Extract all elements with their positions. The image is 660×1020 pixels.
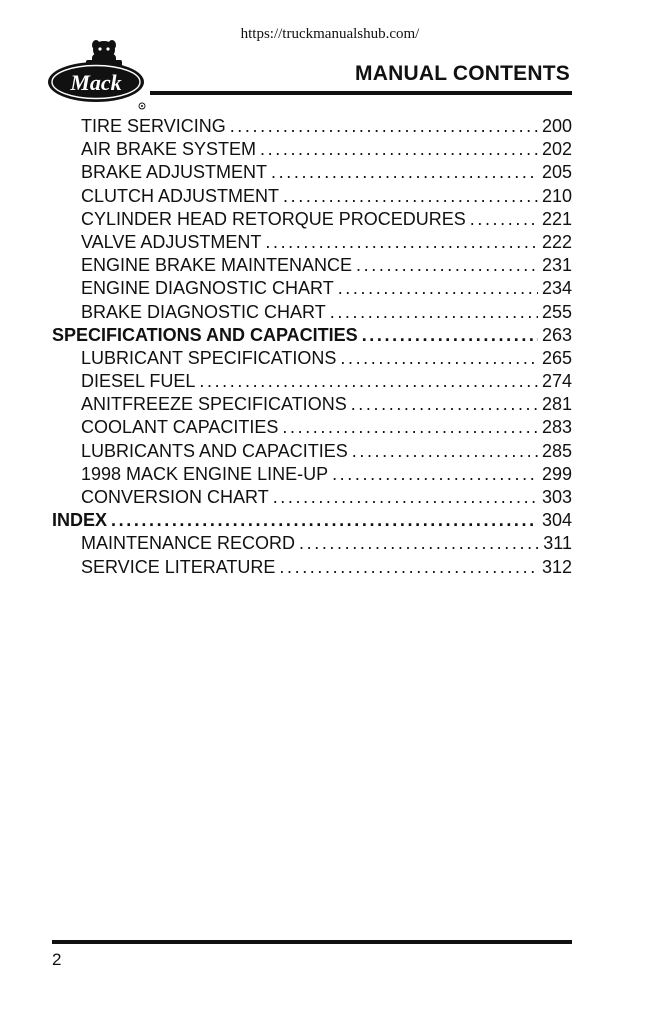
toc-entry [52, 533, 572, 556]
toc-dot-leader [340, 348, 538, 369]
toc-entry-title: LUBRICANTS AND CAPACITIES [81, 440, 348, 461]
toc-entry [52, 302, 572, 325]
toc-entry [52, 232, 572, 255]
toc-entry [52, 139, 572, 162]
toc-entry-title: CLUTCH ADJUSTMENT [81, 185, 280, 206]
toc-entry-title: VALVE ADJUSTMENT [81, 231, 262, 252]
toc-entry-page: 202 [541, 139, 572, 160]
toc-entry-page: 263 [541, 324, 572, 345]
toc-dot-leader [111, 510, 538, 531]
toc-entry-title: COOLANT CAPACITIES [81, 417, 279, 438]
toc-entry [52, 278, 572, 301]
toc-entry [52, 464, 572, 487]
toc-dot-leader [283, 186, 538, 207]
toc-entry-title: SPECIFICATIONS AND CAPACITIES [52, 324, 358, 345]
toc-entry-page: 281 [541, 394, 572, 415]
toc-dot-leader [299, 533, 539, 554]
toc-entry-title: AIR BRAKE SYSTEM [81, 139, 257, 160]
toc-dot-leader [199, 371, 538, 392]
toc-entry-page: 312 [541, 556, 572, 577]
toc-entry-page: 231 [541, 255, 572, 276]
toc-entry-title: 1998 MACK ENGINE LINE-UP [81, 463, 329, 484]
toc-dot-leader [279, 557, 538, 578]
toc-entry [52, 162, 572, 185]
toc-dot-leader [362, 325, 538, 346]
page-title: MANUAL CONTENTS [355, 62, 570, 85]
toc-dot-leader [230, 116, 538, 137]
toc-entry [52, 417, 572, 440]
toc-entry-page: 299 [541, 463, 572, 484]
toc-entry-page: 311 [543, 533, 572, 554]
toc-entry-title: ENGINE DIAGNOSTIC CHART [81, 278, 334, 299]
toc-entry [52, 510, 572, 533]
toc-entry-page: 265 [541, 347, 572, 368]
toc-dot-leader [260, 139, 538, 160]
toc-entry-title: ENGINE BRAKE MAINTENANCE [81, 255, 353, 276]
toc-entry-page: 304 [541, 510, 572, 531]
toc-entry [52, 557, 572, 580]
toc-entry [52, 348, 572, 371]
toc-entry-title: ANITFREEZE SPECIFICATIONS [81, 394, 347, 415]
page-number: 2 [52, 950, 62, 969]
toc-dot-leader [265, 232, 538, 253]
toc-entry-title: MAINTENANCE RECORD [81, 533, 296, 554]
toc-entry-title: DIESEL FUEL [81, 371, 196, 392]
toc-entry-title: INDEX [52, 510, 108, 531]
toc-dot-leader [470, 209, 538, 230]
toc-entry [52, 371, 572, 394]
toc-dot-leader [273, 487, 538, 508]
source-url: https://truckmanualshub.com/ [240, 26, 420, 42]
table-of-contents [52, 116, 572, 580]
toc-entry-page: 205 [541, 162, 572, 183]
toc-entry-title: LUBRICANT SPECIFICATIONS [81, 347, 337, 368]
toc-dot-leader [330, 302, 538, 323]
toc-dot-leader [356, 255, 538, 276]
toc-entry [52, 325, 572, 348]
toc-entry-page: 303 [541, 487, 572, 507]
toc-entry-page: 283 [541, 417, 572, 438]
toc-entry-page: 222 [541, 231, 572, 252]
toc-dot-leader [271, 162, 538, 183]
toc-dot-leader [338, 278, 538, 299]
toc-entry-title: BRAKE DIAGNOSTIC CHART [81, 301, 326, 322]
toc-entry-title: TIRE SERVICING [81, 116, 226, 136]
logo-text: Mack [70, 70, 122, 95]
footer-rule [52, 940, 572, 944]
toc-entry-title: CYLINDER HEAD RETORQUE PROCEDURES [81, 208, 466, 229]
toc-entry-page: 210 [541, 185, 572, 206]
toc-entry [52, 394, 572, 417]
toc-entry [52, 186, 572, 209]
toc-entry-title: BRAKE ADJUSTMENT [81, 162, 268, 183]
mack-logo-icon [46, 36, 164, 110]
toc-entry-page: 200 [541, 116, 572, 136]
toc-entry-page: 255 [541, 301, 572, 322]
toc-entry [52, 209, 572, 232]
toc-entry-page: 285 [541, 440, 572, 461]
toc-entry-page: 234 [541, 278, 572, 299]
toc-entry [52, 255, 572, 278]
toc-entry [52, 487, 572, 510]
toc-dot-leader [351, 394, 538, 415]
toc-entry-title: CONVERSION CHART [81, 487, 269, 507]
toc-dot-leader [282, 417, 538, 438]
toc-dot-leader [332, 464, 538, 485]
toc-entry [52, 441, 572, 464]
toc-entry [52, 116, 572, 139]
header-rule [150, 91, 572, 95]
toc-entry-page: 221 [541, 208, 572, 229]
toc-dot-leader [352, 441, 538, 462]
toc-entry-page: 274 [541, 371, 572, 392]
toc-entry-title: SERVICE LITERATURE [81, 556, 276, 577]
